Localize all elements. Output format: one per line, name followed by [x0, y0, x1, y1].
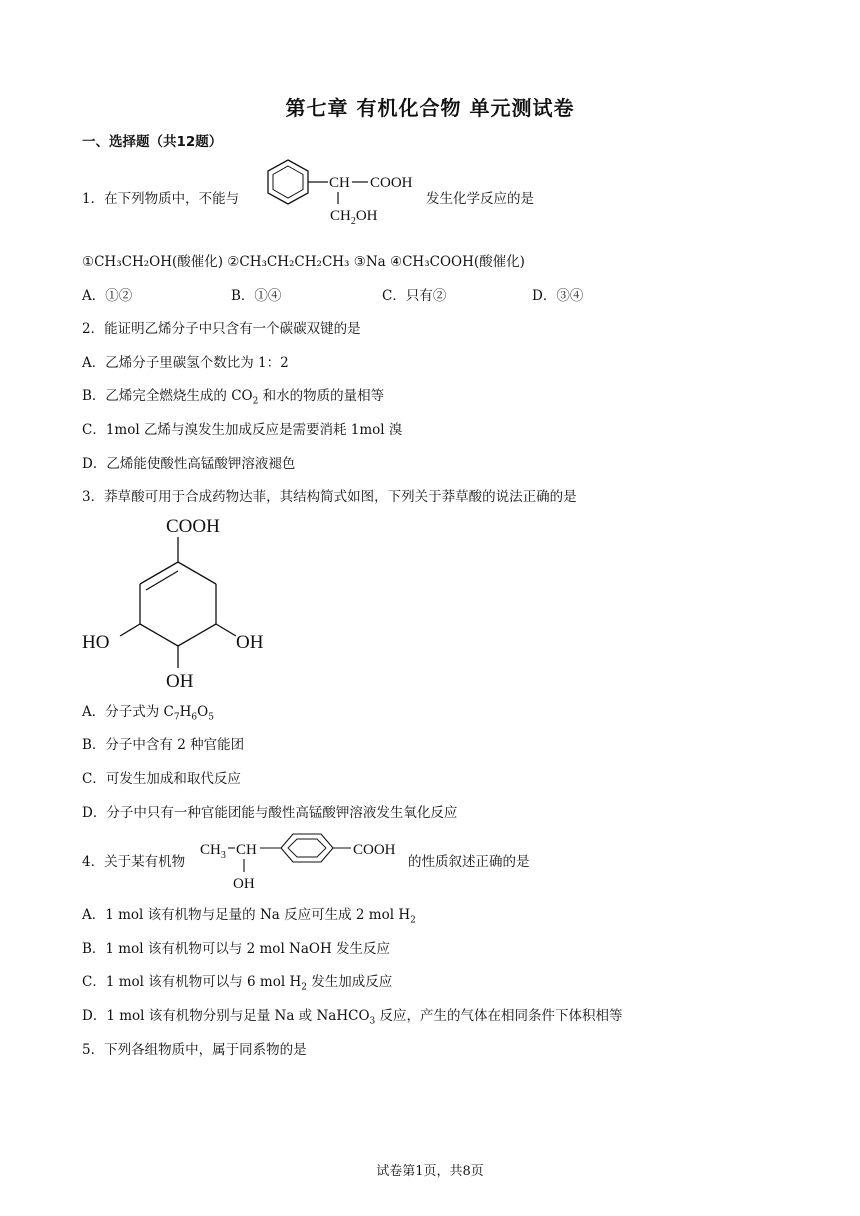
q1-stem-before: 1．在下列物质中，不能与 — [82, 191, 240, 207]
svg-text:CH2OH: $CH_2OH$ — [330, 208, 378, 227]
q1-reagent-list: ①CH₃CH₂OH(酸催化) ②CH₃CH₂CH₂CH₃ ③Na ④CH₃COOH(酸催化) — [82, 254, 525, 270]
q1-stem-after: 发生化学反应的是 — [426, 191, 534, 207]
q2-option-b[interactable]: B．乙烯完全燃烧生成的 $CO_2$ 和水的物质的量相等 — [82, 388, 385, 407]
q2-option-d[interactable]: D．乙烯能使酸性高锰酸钾溶液褪色 — [82, 456, 296, 472]
q1-option-d[interactable]: D．③④ — [532, 288, 584, 304]
q1-option-a[interactable]: A．①② — [82, 288, 133, 304]
q2-option-c[interactable]: C．1mol 乙烯与溴发生加成反应是需要消耗 1mol 溴 — [82, 422, 403, 438]
svg-text:CH3: $CH_3$ — [200, 842, 226, 861]
q1-option-c[interactable]: C．只有② — [382, 288, 447, 304]
svg-text:HO: HO — [82, 632, 110, 653]
q3-option-c[interactable]: C．可发生加成和取代反应 — [82, 771, 241, 787]
svg-text:CH: CH — [236, 842, 257, 858]
q3-shikimic-acid-structure — [80, 510, 280, 692]
svg-text:CH: CH — [329, 175, 350, 191]
q4-option-a[interactable]: A．1 mol 该有机物与足量的 Na 反应可生成 2 mol $H_2$ — [82, 907, 416, 926]
q5-stem: 5．下列各组物质中，属于同系物的是 — [82, 1042, 307, 1058]
page-title: 第七章 有机化合物 单元测试卷 — [285, 96, 575, 120]
q2-stem: 2．能证明乙烯分子中只含有一个碳碳双键的是 — [82, 321, 361, 337]
q4-option-d[interactable]: D．1 mol 该有机物分别与足量 Na 或 NaHCO$_3$ 反应，产生的气体在相同条件下体积相等 — [82, 1008, 623, 1027]
q3-option-d[interactable]: D．分子中只有一种官能团能与酸性高锰酸钾溶液发生氧化反应 — [82, 805, 458, 821]
svg-text:COOH: COOH — [353, 842, 396, 858]
q3-option-a[interactable]: A．分子式为 $C_7H_6O_5$ — [82, 704, 214, 723]
q4-option-c[interactable]: C．1 mol 该有机物可以与 6 mol $H_2$ 发生加成反应 — [82, 974, 393, 993]
svg-text:OH: OH — [236, 632, 264, 653]
q3-stem: 3．莽草酸可用于合成药物达菲，其结构简式如图，下列关于莽草酸的说法正确的是 — [82, 489, 577, 505]
svg-text:OH: OH — [166, 671, 194, 692]
section-heading: 一、选择题（共12题） — [82, 134, 223, 150]
q4-structure — [198, 828, 410, 894]
svg-text:COOH: COOH — [370, 175, 413, 191]
page-footer: 试卷第1页，共8页 — [376, 1164, 484, 1179]
q4-stem-before: 4．关于某有机物 — [82, 854, 186, 870]
q1-structure — [258, 152, 428, 228]
q1-option-b[interactable]: B．①④ — [231, 288, 282, 304]
q4-option-b[interactable]: B．1 mol 该有机物可以与 2 mol NaOH 发生反应 — [82, 941, 391, 957]
q2-option-a[interactable]: A．乙烯分子里碳氢个数比为 1：2 — [82, 355, 289, 371]
q3-option-b[interactable]: B．分子中含有 2 种官能团 — [82, 737, 245, 753]
svg-text:OH: OH — [233, 876, 255, 892]
svg-text:COOH: COOH — [166, 516, 220, 537]
q4-stem-after: 的性质叙述正确的是 — [408, 854, 530, 870]
